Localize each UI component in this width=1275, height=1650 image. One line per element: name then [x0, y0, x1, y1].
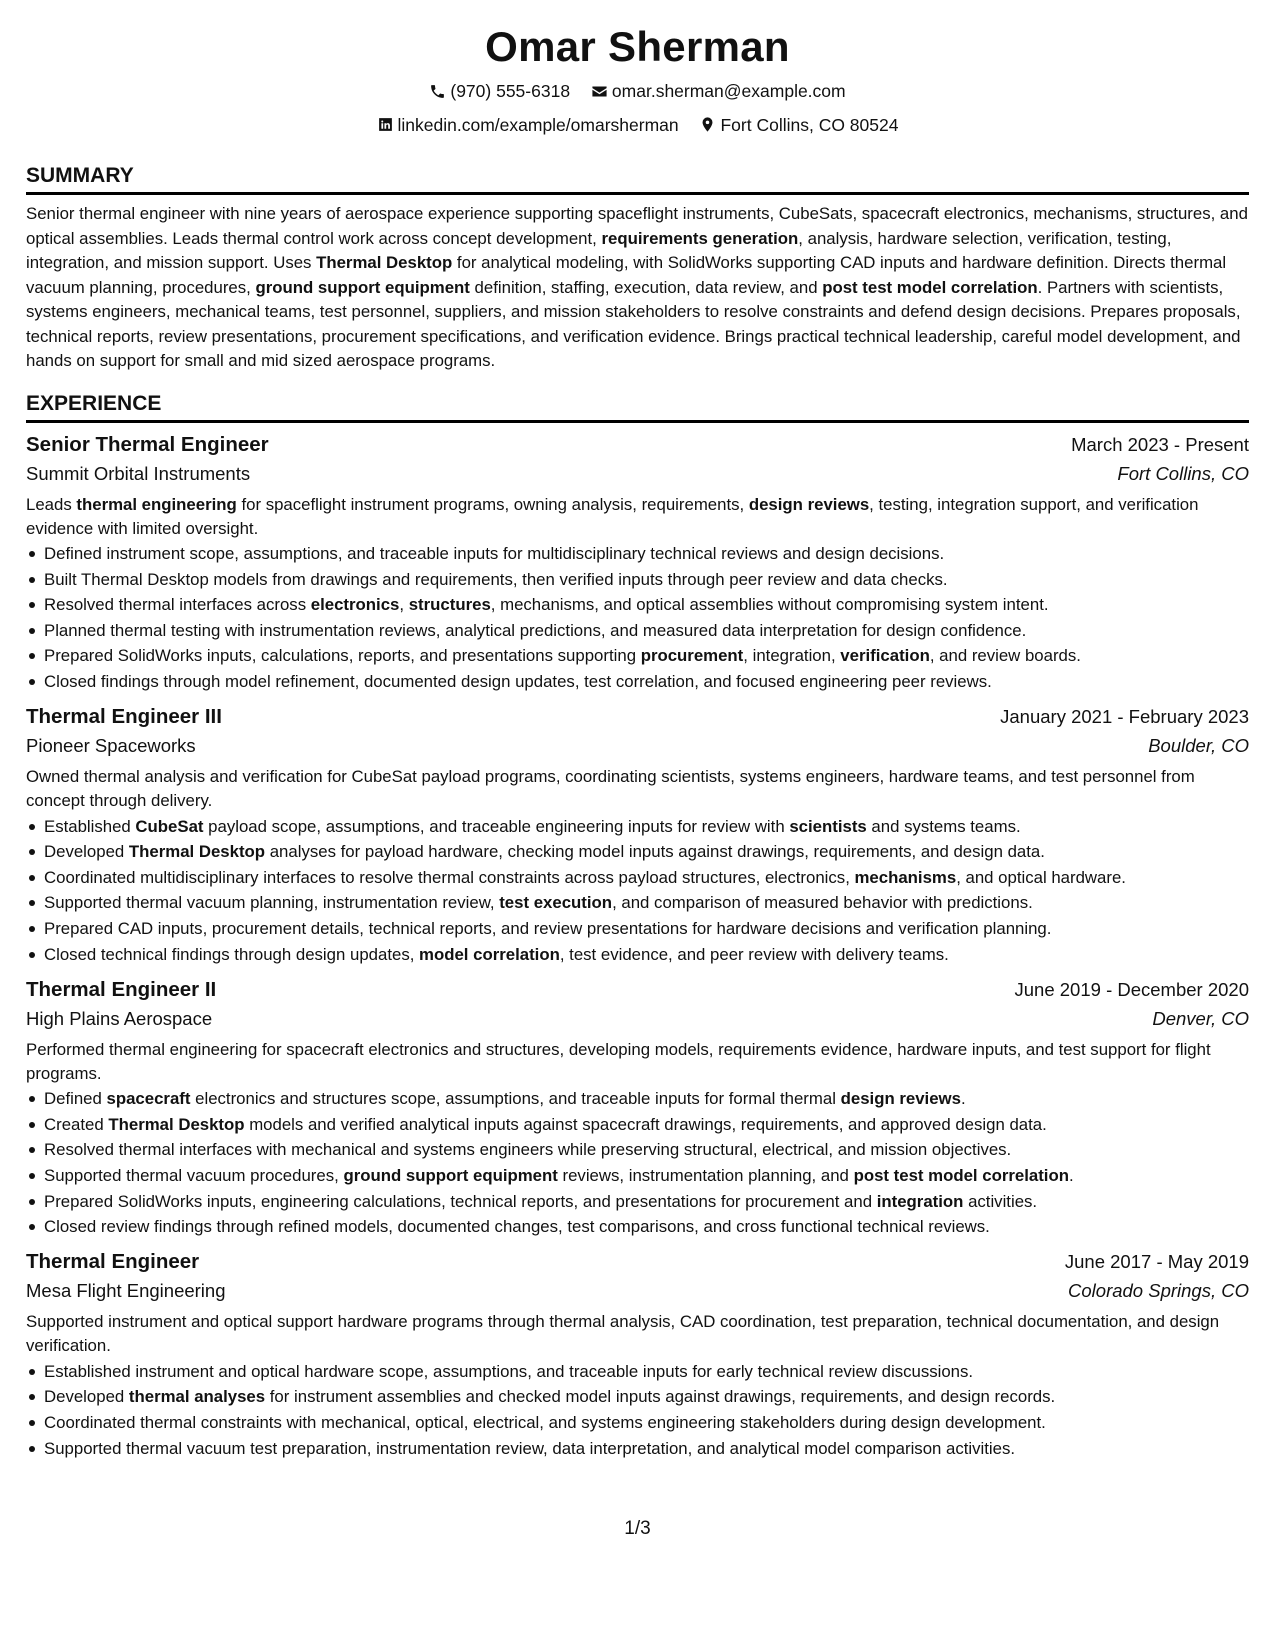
job-bullet: Resolved thermal interfaces with mechanical and systems engineers while preserving structural, electrical, and mission objectives.: [44, 1138, 1249, 1162]
job-dates: January 2021 - February 2023: [1000, 706, 1249, 728]
job-entry: [26, 703, 1249, 967]
job-bullet-list: [26, 1360, 1249, 1461]
job-description: Supported instrument and optical support hardware programs through thermal analysis, CAD coordination, test preparation, technical documentation, and design verification.: [26, 1312, 1220, 1356]
job-company-row: [26, 733, 1249, 759]
job-bullet: Defined spacecraft electronics and structures scope, assumptions, and traceable inputs for formal thermal design reviews.: [44, 1087, 1249, 1111]
job-company-row: [26, 461, 1249, 487]
job-bullet: Closed review findings through refined models, documented changes, test comparisons, and cross functional technical reviews.: [44, 1215, 1249, 1239]
job-company-row: [26, 1006, 1249, 1032]
job-bullet: Supported thermal vacuum test preparation, instrumentation review, data interpretation, and analytical model comparison activities.: [44, 1437, 1249, 1461]
phone-contact[interactable]: [429, 80, 570, 102]
job-header-row: [26, 703, 1249, 731]
job-header-row: [26, 431, 1249, 459]
job-header-row: [26, 976, 1249, 1004]
job-bullet: Established instrument and optical hardware scope, assumptions, and traceable inputs for early technical review discussions.: [44, 1360, 1249, 1384]
location-contact: [699, 114, 898, 136]
job-dates: March 2023 - Present: [1071, 433, 1249, 455]
job-bullet: Built Thermal Desktop models from drawings and requirements, then verified inputs through peer review and data checks.: [44, 568, 1249, 592]
job-bullet: Prepared CAD inputs, procurement details, technical reports, and review presentations for hardware decisions and verification planning.: [44, 917, 1249, 941]
summary-heading: SUMMARY: [26, 162, 1249, 195]
experience-heading: EXPERIENCE: [26, 390, 1249, 423]
job-bullet-list: [26, 1087, 1249, 1239]
map-pin-icon: [699, 116, 716, 133]
job-bullet: Resolved thermal interfaces across electronics, structures, mechanisms, and optical assemblies without compromising system intent.: [44, 593, 1249, 617]
job-title: Thermal Engineer II: [26, 977, 217, 1001]
job-header-row: [26, 1248, 1249, 1276]
job-description: Performed thermal engineering for spacecraft electronics and structures, developing models, requirements evidence, hardware inputs, and test support for flight programs.: [26, 1039, 1211, 1083]
job-entry: [26, 431, 1249, 695]
phone-icon: [429, 83, 446, 100]
linkedin-text: linkedin.com/example/omarsherman: [397, 114, 679, 135]
job-bullet: Coordinated multidisciplinary interfaces to resolve thermal constraints across payload structures, electronics, mechanisms, and optical hardware.: [44, 866, 1249, 890]
job-company: Pioneer Spaceworks: [26, 735, 196, 757]
job-company: High Plains Aerospace: [26, 1007, 213, 1029]
location-text: Fort Collins, CO 80524: [720, 114, 899, 135]
job-company: Summit Orbital Instruments: [26, 462, 251, 484]
job-location: Denver, CO: [1152, 1007, 1249, 1029]
job-dates: June 2017 - May 2019: [1064, 1251, 1249, 1273]
envelope-icon: [591, 83, 608, 100]
candidate-name: Omar Sherman: [485, 23, 790, 70]
job-bullet-list: [26, 815, 1249, 967]
page-number: 1/3: [624, 1518, 651, 1539]
job-entry: [26, 976, 1249, 1240]
job-bullet: Defined instrument scope, assumptions, and traceable inputs for multidisciplinary technical reviews and design decisions.: [44, 542, 1249, 566]
phone-text: (970) 555-6318: [450, 81, 571, 101]
job-bullet: Supported thermal vacuum planning, instrumentation review, test execution, and comparison of measured behavior with predictions.: [44, 891, 1249, 915]
job-bullet-list: [26, 542, 1249, 694]
email-contact[interactable]: [591, 80, 846, 102]
experience-list: [26, 431, 1249, 1461]
job-location: Boulder, CO: [1148, 735, 1249, 757]
job-bullet: Supported thermal vacuum procedures, ground support equipment reviews, instrumentation planning, and post test model correlation.: [44, 1164, 1249, 1188]
job-bullet: Closed findings through model refinement, documented design updates, test correlation, and focused engineering peer reviews.: [44, 670, 1249, 694]
job-title: Thermal Engineer: [26, 1250, 200, 1274]
job-bullet: Created Thermal Desktop models and verified analytical inputs against spacecraft drawings, requirements, and approved design data.: [44, 1113, 1249, 1137]
job-location: Fort Collins, CO: [1117, 462, 1249, 484]
job-bullet: Established CubeSat payload scope, assumptions, and traceable engineering inputs for review with scientists and systems teams.: [44, 815, 1249, 839]
linkedin-icon: [377, 116, 394, 133]
job-location: Colorado Springs, CO: [1068, 1280, 1249, 1302]
job-bullet: Planned thermal testing with instrumentation reviews, analytical predictions, and measured data interpretation for design confidence.: [44, 619, 1249, 643]
summary-text: Senior thermal engineer with nine years of aerospace experience supporting spaceflight instruments, CubeSats, spacecraft electronics, mechanisms, structures, and optical assemblies. Leads thermal control work across concept development, requirements generation, analysis, hardware selection, verification, testing, integration, and mission support. Uses Thermal Desktop for analytical modeling, with SolidWorks supporting CAD inputs and hardware definition. Directs thermal vacuum planning, procedures, ground support equipment definition, staffing, execution, data review, and post test model correlation. Partners with scientists, systems engineers, mechanical teams, test personnel, suppliers, and mission stakeholders to resolve constraints and defend design decisions. Prepares proposals, technical reports, review presentations, procurement specifications, and verification evidence. Brings practical technical leadership, careful model development, and hands on support for small and mid sized aerospace programs.: [26, 204, 1248, 370]
contact-line-1: [26, 80, 1249, 105]
job-title: Senior Thermal Engineer: [26, 432, 269, 456]
job-company-row: [26, 1278, 1249, 1304]
linkedin-contact[interactable]: [377, 114, 679, 136]
job-company: Mesa Flight Engineering: [26, 1280, 226, 1302]
job-bullet: Closed technical findings through design updates, model correlation, test evidence, and peer review with delivery teams.: [44, 943, 1249, 967]
email-text: omar.sherman@example.com: [611, 81, 846, 101]
job-bullet: Prepared SolidWorks inputs, engineering calculations, technical reports, and presentations for procurement and integration activities.: [44, 1190, 1249, 1214]
job-entry: [26, 1248, 1249, 1460]
resume-page: [26, 20, 1249, 1461]
job-bullet: Prepared SolidWorks inputs, calculations, reports, and presentations supporting procurement, integration, verification, and review boards.: [44, 644, 1249, 668]
job-description: Leads thermal engineering for spaceflight instrument programs, owning analysis, requirements, design reviews, testing, integration support, and verification evidence with limited oversight.: [26, 494, 1199, 538]
contact-line-2: [26, 114, 1249, 139]
job-title: Thermal Engineer III: [26, 705, 222, 729]
job-bullet: Coordinated thermal constraints with mechanical, optical, electrical, and systems engineering stakeholders during design development.: [44, 1411, 1249, 1435]
job-bullet: Developed Thermal Desktop analyses for payload hardware, checking model inputs against drawings, requirements, and design data.: [44, 840, 1249, 864]
job-description: Owned thermal analysis and verification for CubeSat payload programs, coordinating scientists, systems engineers, hardware teams, and test personnel from concept through delivery.: [26, 767, 1195, 811]
job-bullet: Developed thermal analyses for instrument assemblies and checked model inputs against drawings, requirements, and design records.: [44, 1385, 1249, 1409]
job-dates: June 2019 - December 2020: [1014, 978, 1249, 1000]
